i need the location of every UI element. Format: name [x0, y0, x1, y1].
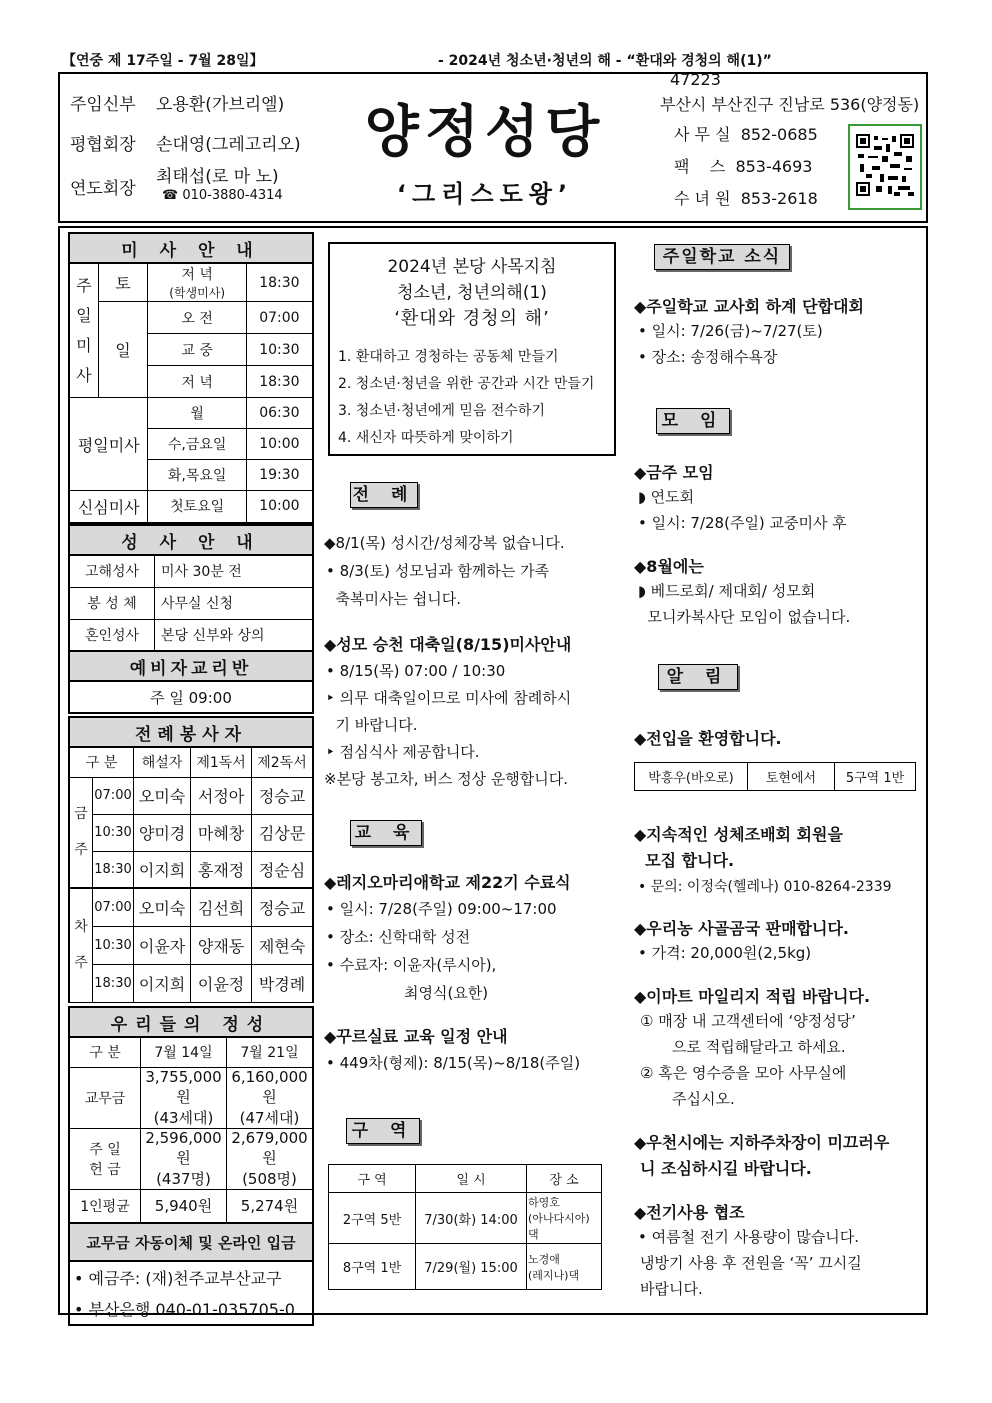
weekday-tuethu-time: 19:30: [246, 460, 313, 491]
server-time: 10:30: [93, 926, 134, 964]
sunday-school-line: • 장소: 송정해수욕장: [638, 348, 778, 366]
tithe-label: 교무금: [69, 1067, 141, 1128]
mass-title: 미 사 안 내: [69, 233, 313, 263]
emart-line: ② 혹은 영수증을 모아 사무실에: [640, 1064, 847, 1082]
collection-week2: 2,679,000원 (508명): [227, 1128, 314, 1189]
top-line: [60, 50, 926, 68]
august-line: ◗ 베드로회/ 제대회/ 성모회: [638, 582, 816, 600]
weekday-mass-label: 평일미사: [69, 398, 148, 491]
server-name: 정승교: [252, 888, 314, 926]
soup-heading: ◆우리농 사골곰국 판매합니다.: [634, 919, 849, 938]
server-name: 홍재정: [191, 851, 252, 888]
assumption-line: ※본당 봉고차, 버스 정상 운행합니다.: [324, 770, 569, 788]
policy-item: 2. 청소년·청년을 위한 공간과 시간 만들기: [338, 376, 595, 392]
sunday-label: 일: [98, 302, 148, 398]
sunday-school-heading: ◆주일학교 교사회 하계 단합대회: [634, 297, 864, 316]
mass-schedule-table: [68, 232, 314, 524]
average-week2: 5,274원: [227, 1189, 314, 1223]
servers-table: [68, 716, 314, 1003]
weekday-wedfri-label: 수,금요일: [148, 429, 246, 460]
liturgy-line: ◆8/1(목) 성시간/성체강복 없습니다.: [324, 534, 565, 552]
district-area: 2구역 5반: [329, 1193, 416, 1244]
yeondo-phone: ☎ 010-3880-4314: [162, 188, 283, 203]
servers-col-division: 구 분: [69, 747, 134, 777]
tithe-week2: 6,160,000원 (47세대): [227, 1067, 314, 1128]
august-heading: ◆8월에는: [634, 557, 704, 576]
assumption-line: ‣ 점심식사 제공합니다.: [326, 743, 480, 761]
server-name: 박경례: [252, 964, 314, 1002]
meeting-line: • 일시: 7/28(주일) 교중미사 후: [638, 514, 847, 532]
adoration-heading-2: 모집 합니다.: [634, 851, 735, 870]
meeting-line: ◗ 연도회: [638, 488, 695, 506]
district-col-place: 장 소: [527, 1165, 602, 1193]
server-name: 정승교: [252, 777, 314, 814]
sunday-morning-label: 오 전: [148, 302, 246, 334]
postcode: 47223: [670, 70, 721, 89]
server-name: 양재동: [191, 926, 252, 964]
contact-office: 사 무 실 852-0685: [674, 125, 818, 144]
devotion-mass-label: 신심미사: [69, 491, 148, 523]
notice-chip: 알 림: [658, 664, 738, 690]
august-line: 모니카복사단 모임이 없습니다.: [638, 608, 851, 626]
rain-heading: ◆우천시에는 지하주차장이 미끄러우: [634, 1133, 890, 1152]
offering-title: 우리들의 정성: [69, 1007, 313, 1037]
saturday-label: 토: [98, 263, 148, 302]
cursillo-line: • 449차(형제): 8/15(목)~8/18(주일): [326, 1054, 581, 1072]
server-name: 제현숙: [252, 926, 314, 964]
servers-col-commentator: 해설자: [134, 747, 191, 777]
legio-line: • 일시: 7/28(주일) 09:00~17:00: [326, 900, 557, 918]
district-chip: 구 역: [346, 1118, 420, 1144]
week-label: 【연중 제 17주일 - 7월 28일】: [62, 53, 264, 69]
rain-heading-2: 니 조심하시길 바랍니다.: [640, 1159, 812, 1178]
server-name: 오미숙: [134, 777, 191, 814]
sunday-school-line: • 일시: 7/26(금)~7/27(토): [638, 322, 823, 340]
confession-label: 고해성사: [69, 555, 155, 587]
server-time: 18:30: [93, 964, 134, 1002]
education-chip: 교 육: [350, 820, 422, 846]
district-area: 8구역 1반: [329, 1244, 416, 1290]
year-theme: - 2024년 청소년·청년의 해 - “환대와 경청의 해(1)”: [438, 53, 772, 69]
marriage-value: 본당 신부와 상의: [155, 619, 314, 651]
communion-label: 봉 성 체: [69, 587, 155, 619]
parish-motto: ‘그리스도왕’: [396, 180, 574, 208]
assumption-heading: ◆성모 승천 대축일(8/15)미사안내: [324, 635, 572, 654]
policy-title: 2024년 본당 사목지침: [387, 257, 557, 277]
contact-fax: 팩 스 853-4693: [674, 157, 813, 176]
power-line: • 여름철 전기 사용량이 많습니다.: [638, 1228, 860, 1246]
sunday-main-time: 10:30: [246, 334, 313, 366]
communion-value: 사무실 신청: [155, 587, 314, 619]
weekday-tuethu-label: 화,목요일: [148, 460, 246, 491]
contact-convent: 수 녀 원 853-2618: [674, 189, 818, 208]
newcomer-district: 5구역 1반: [835, 763, 916, 791]
policy-box: [328, 242, 616, 456]
servers-col-reading1: 제1독서: [191, 747, 252, 777]
weekday-mon-label: 월: [148, 398, 246, 429]
server-time: 07:00: [93, 777, 134, 814]
legio-line: • 수료자: 이윤자(루시아),: [326, 956, 497, 974]
emart-line: ① 매장 내 고객센터에 ‘양정성당’: [640, 1012, 856, 1030]
server-name: 정순심: [252, 851, 314, 888]
sunday-evening-label: 저 녁: [148, 366, 246, 398]
assumption-line: ‣ 의무 대축일이므로 미사에 참례하시: [326, 689, 572, 707]
server-name: 서정아: [191, 777, 252, 814]
legio-heading: ◆레지오마리애학교 제22기 수료식: [324, 873, 571, 892]
main-frame: [58, 226, 928, 1319]
yeondo-row: 연도회장: [70, 179, 136, 199]
offering-table: [68, 1006, 314, 1326]
offering-col-date2: 7월 21일: [227, 1037, 314, 1067]
devotion-time: 10:00: [246, 491, 313, 523]
server-name: 이윤정: [191, 964, 252, 1002]
district-date: 7/29(월) 15:00: [416, 1244, 527, 1290]
server-name: 이윤자: [134, 926, 191, 964]
meeting-heading: ◆금주 모임: [634, 463, 714, 482]
sacraments-table: [68, 524, 314, 714]
liturgy-line: • 8/3(토) 성모님과 함께하는 가족: [326, 562, 550, 580]
marriage-label: 혼인성사: [69, 619, 155, 651]
next-week-label: 차 주: [69, 888, 93, 1002]
adoration-heading: ◆지속적인 성체조배회 회원을: [634, 825, 843, 844]
legio-line: 최영식(요한): [404, 984, 489, 1002]
liturgy-line: 축복미사는 쉽니다.: [326, 590, 461, 608]
server-name: 이지희: [134, 851, 191, 888]
liturgy-chip: 전 례: [350, 482, 418, 508]
district-date: 7/30(화) 14:00: [416, 1193, 527, 1244]
saturday-time: 18:30: [246, 263, 313, 302]
pastor-row: 주임신부 오용환(가브리엘): [70, 95, 285, 115]
weekday-wedfri-time: 10:00: [246, 429, 313, 460]
weekday-mon-time: 06:30: [246, 398, 313, 429]
policy-sub: 청소년, 청년의해(1): [397, 283, 547, 303]
sunday-morning-time: 07:00: [246, 302, 313, 334]
newcomer-name: 박흥우(바오로): [635, 763, 748, 791]
server-name: 김상문: [252, 814, 314, 851]
offering-col-division: 구 분: [69, 1037, 141, 1067]
server-name: 오미숙: [134, 888, 191, 926]
policy-theme: ‘환대와 경청의 해’: [394, 308, 550, 329]
account-holder: • 예금주: (재)천주교부산교구: [69, 1261, 313, 1293]
server-name: 양미경: [134, 814, 191, 851]
soup-price: • 가격: 20,000원(2,5kg): [638, 944, 812, 962]
server-time: 18:30: [93, 851, 134, 888]
average-label: 1인평균: [69, 1189, 141, 1223]
catechumen-title: 예비자교리반: [69, 651, 313, 681]
address: 부산시 부산진구 진남로 536(양정동): [660, 95, 920, 114]
power-line: 냉방기 사용 후 전원을 ‘꼭’ 끄시길: [640, 1254, 862, 1272]
server-time: 07:00: [93, 888, 134, 926]
district-table: [328, 1164, 602, 1290]
servers-title: 전례봉사자: [69, 717, 313, 747]
yeondo-name: 최태섭(로 마 노): [156, 167, 279, 187]
district-place: 노경애 (레지나)댁: [527, 1244, 602, 1290]
bank-account: • 부산은행 040-01-035705-0: [69, 1293, 313, 1325]
servers-col-reading2: 제2독서: [252, 747, 314, 777]
collection-week1: 2,596,000원 (437명): [141, 1128, 227, 1189]
welcome-heading: ◆전입을 환영합니다.: [634, 729, 782, 748]
cursillo-heading: ◆꾸르실료 교육 일정 안내: [324, 1027, 508, 1046]
meeting-chip: 모 임: [656, 408, 730, 434]
legio-line: • 장소: 신학대학 성전: [326, 928, 471, 946]
tithe-week1: 3,755,000원 (43세대): [141, 1067, 227, 1128]
server-time: 10:30: [93, 814, 134, 851]
confession-value: 미사 30분 전: [155, 555, 314, 587]
district-col-date: 일 시: [416, 1165, 527, 1193]
assumption-line: 기 바랍니다.: [326, 716, 418, 734]
power-heading: ◆전기사용 협조: [634, 1203, 745, 1222]
this-week-label: 금 주: [69, 777, 93, 888]
collection-label: 주 일 헌 금: [69, 1128, 141, 1189]
transfer-title: 교무금 자동이체 및 온라인 입금: [69, 1223, 313, 1261]
power-line: 바랍니다.: [640, 1280, 703, 1298]
assumption-line: • 8/15(목) 07:00 / 10:30: [326, 662, 506, 680]
sunday-main-label: 교 중: [148, 334, 246, 366]
newcomer-table: [634, 762, 916, 791]
policy-item: 1. 환대하고 경청하는 공동체 만들기: [338, 349, 559, 365]
sacraments-title: 성 사 안 내: [69, 525, 313, 555]
server-name: 마혜창: [191, 814, 252, 851]
offering-col-date1: 7월 14일: [141, 1037, 227, 1067]
server-name: 이지희: [134, 964, 191, 1002]
sunday-mass-label: 주 일 미 사: [69, 263, 98, 398]
sunday-school-chip: 주일학교 소식: [654, 244, 790, 270]
server-name: 김선희: [191, 888, 252, 926]
catechumen-time: 주 일 09:00: [69, 681, 313, 713]
sunday-evening-time: 18:30: [246, 366, 313, 398]
council-row: 평협회장 손대영(그레고리오): [70, 135, 301, 155]
parish-title: 양정성당: [364, 100, 606, 165]
header: [58, 72, 928, 223]
policy-item: 4. 새신자 따뜻하게 맞이하기: [338, 430, 514, 446]
emart-line: 주십시오.: [672, 1090, 735, 1108]
average-week1: 5,940원: [141, 1189, 227, 1223]
policy-item: 3. 청소년·청년에게 믿음 전수하기: [338, 403, 545, 419]
devotion-day: 첫토요일: [148, 491, 246, 523]
emart-line: 으로 적립해달라고 하세요.: [672, 1038, 846, 1056]
adoration-contact: • 문의: 이정숙(헬레나) 010-8264-2339: [638, 879, 892, 895]
saturday-evening: 저 녁 (학생미사): [148, 263, 246, 302]
district-col-area: 구 역: [329, 1165, 416, 1193]
qr-code-icon[interactable]: [848, 124, 922, 210]
emart-heading: ◆이마트 마일리지 적립 바랍니다.: [634, 987, 871, 1006]
district-place: 하영호 (아나다시아)댁: [527, 1193, 602, 1244]
newcomer-from: 토현에서: [748, 763, 835, 791]
